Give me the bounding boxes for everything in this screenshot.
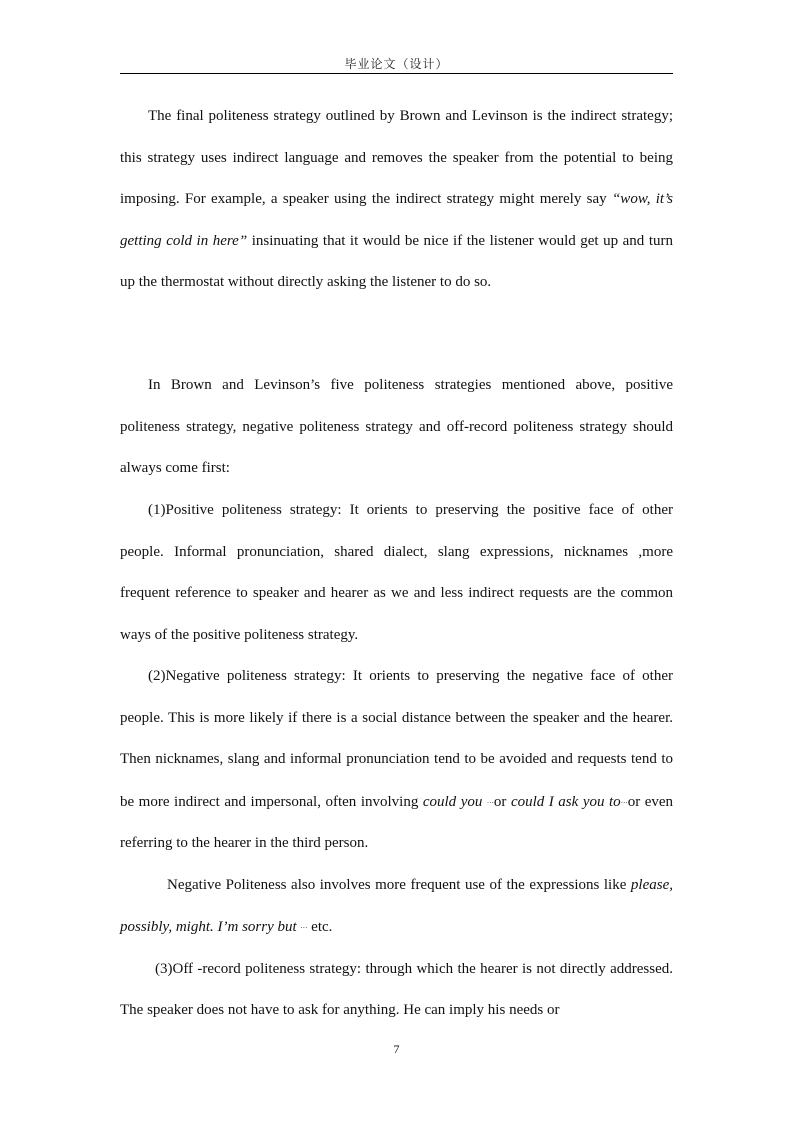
text-run: Negative Politeness also involves more frequent use of the expressions like <box>167 876 631 893</box>
text-run: insinuating that it would be nice if the listener would get up and turn up the thermostat without directly asking the listener to do so. <box>120 232 674 290</box>
example-phrase: could I ask you to <box>510 793 621 810</box>
ellipsis: … <box>620 796 628 805</box>
example-phrase: please, possibly, might. I’m sorry but <box>120 876 673 935</box>
ellipsis: … <box>300 922 308 930</box>
example-phrase: could you <box>422 793 487 810</box>
body-paragraph-1 <box>120 96 673 304</box>
paragraph-text <box>120 96 673 304</box>
body-paragraph-2 <box>120 365 673 490</box>
text-run: or <box>493 793 511 810</box>
body-paragraphs-list <box>120 490 673 1032</box>
page-header: 毕业论文（设计） <box>344 57 449 71</box>
paragraph-negative-politeness <box>120 865 673 949</box>
header-rule <box>120 73 673 74</box>
paragraph-text: In Brown and Levinson’s five politeness strategies mentioned above, positive politeness strategy, negative politeness strategy and off-record politeness strategy should always come first: <box>120 377 673 476</box>
paragraph-positive-strategy: (1)Positive politeness strategy: It orients to preserving the positive face of other people. Informal pronunciation, shared dialect, slang expressions, nicknames ,more frequent reference to speaker and hearer as we and less indirect requests are the common ways of the positive politeness strategy. <box>120 502 673 643</box>
text-run: The final politeness strategy outlined by Brown and Levinson is the indirect strategy; this strategy uses indirect language and removes the speaker from the potential to being imposing. For example, a speaker using the indirect strategy might merely say <box>120 108 673 207</box>
paragraph-off-record-strategy: (3)Off -record politeness strategy: through which the hearer is not directly addressed. The speaker does not have to ask for anything. He can imply his needs or <box>120 960 673 1018</box>
ellipsis: … <box>486 796 494 805</box>
quoted-example: “wow, it’s getting cold in here” <box>120 191 674 249</box>
text-run: (2)Negative politeness strategy: It orients to preserving the negative face of other people. This is more likely if there is a social distance between the speaker and the hearer. Then nicknames, slang and informal pronunciation tend to be avoided and requests tend to be more indirect and impersonal, often involving <box>120 668 673 810</box>
page-number: 7 <box>393 1042 400 1056</box>
text-run: etc. <box>307 919 333 935</box>
text-run: or even referring to the hearer in the third person. <box>120 793 674 851</box>
paragraph-negative-strategy <box>120 656 673 865</box>
